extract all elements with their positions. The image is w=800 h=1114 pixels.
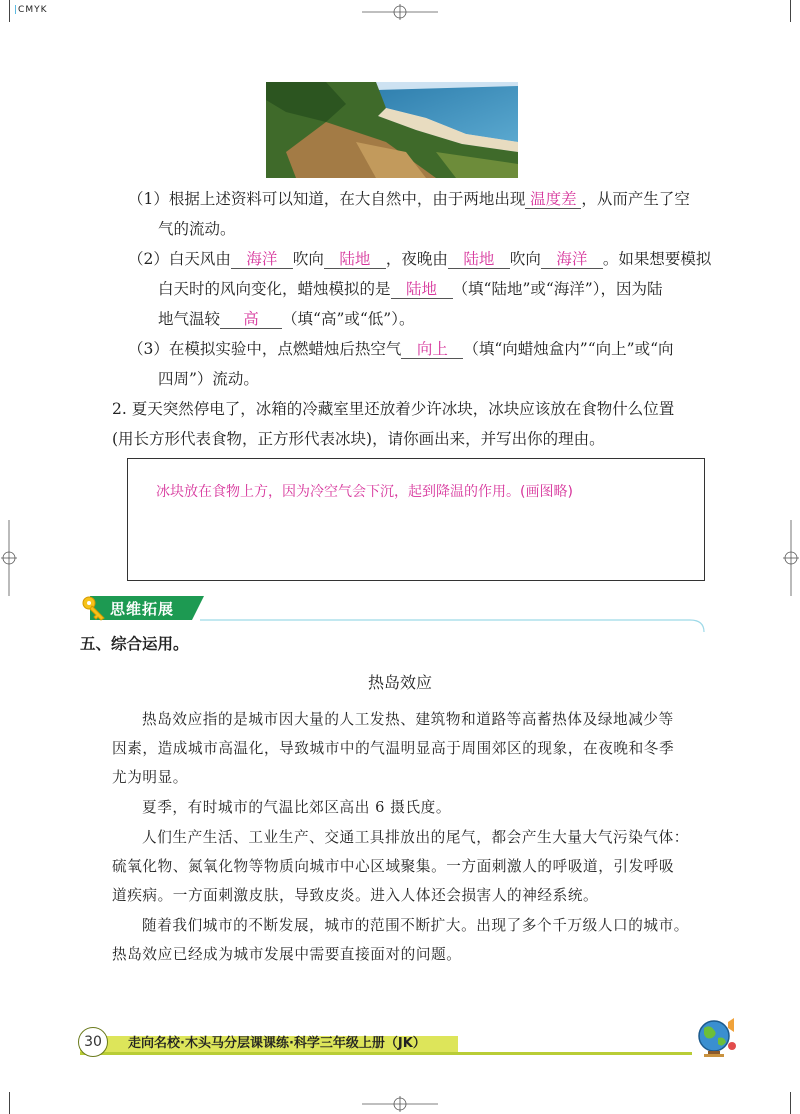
q1-item2-line2 xyxy=(158,274,662,304)
q1-item3-line2: 四周”）流动。 xyxy=(158,370,259,388)
crop-mark xyxy=(790,0,791,22)
q1-item2-text: 吹向 xyxy=(292,250,324,268)
q2-line1: 2. 夏天突然停电了，冰箱的冷藏室里还放着少许冰块，冰块应该放在食物什么位置 xyxy=(112,400,675,418)
answer-blank: 陆地 xyxy=(324,250,386,269)
registration-mark-bottom xyxy=(362,1094,438,1114)
passage-p3-l1: 人们生产生活、工业生产、交通工具排放出的尾气，都会产生大量大气污染气体： xyxy=(142,829,689,846)
registration-mark-top xyxy=(362,2,438,22)
page-number: 30 xyxy=(78,1027,108,1057)
q1-item2-text: 地气温较 xyxy=(158,310,221,328)
key-icon xyxy=(80,594,108,622)
section-title: 五、综合运用。 xyxy=(80,635,189,653)
crop-mark xyxy=(9,0,10,22)
q1-item1-line1 xyxy=(128,184,690,214)
passage-p3-l3: 道疾病。一方面刺激皮肤，导致皮炎。进入人体还会损害人的神经系统。 xyxy=(112,887,599,904)
passage-p1-l3: 尤为明显。 xyxy=(112,769,188,786)
cmyk-text: CMYK xyxy=(18,5,48,15)
crop-mark xyxy=(790,1092,791,1114)
passage-p1-l2: 因素，造成城市高温化，导致城市中的气温明显高于周围郊区的现象，在夜晚和冬季 xyxy=(112,740,675,757)
cmyk-mark: | xyxy=(14,5,19,15)
coast-photo xyxy=(266,82,518,178)
book-title: 走向名校·木头马分层课课练·科学三年级上册（JK） xyxy=(128,1036,426,1051)
footer-rule xyxy=(80,1052,692,1055)
q1-item2-text: （填“高”或“低”）。 xyxy=(282,310,415,328)
q1-item2-text: （填“陆地”或“海洋”），因为陆 xyxy=(452,280,663,298)
q1-item3-text: （3）在模拟实验中，点燃蜡烛后热空气 xyxy=(128,340,402,358)
crop-mark xyxy=(9,1092,10,1114)
answer-box-text: 冰块放在食物上方，因为冷空气会下沉，起到降温的作用。(画图略) xyxy=(156,484,573,500)
q1-item2-text: 吹向 xyxy=(509,250,541,268)
q1-item3-line1 xyxy=(128,334,674,364)
registration-mark-left xyxy=(0,520,18,596)
answer-blank: 温度差 xyxy=(525,190,581,209)
q1-item1-text: （1）根据上述资料可以知道，在大自然中，由于两地出现 xyxy=(128,190,526,208)
passage-p2-l1: 夏季，有时城市的气温比郊区高出 6 摄氏度。 xyxy=(142,799,452,816)
registration-mark-right xyxy=(782,520,800,596)
banner-underline xyxy=(200,614,708,638)
coast-photo-graphic xyxy=(266,82,518,178)
cmyk-marker xyxy=(14,5,48,15)
answer-box xyxy=(127,458,705,581)
passage-p1-l1: 热岛效应指的是城市因大量的人工发热、建筑物和道路等高蓄热体及绿地减少等 xyxy=(142,711,674,728)
answer-blank: 向上 xyxy=(401,340,463,359)
q1-item2-line3 xyxy=(158,304,414,334)
banner-label: 思维拓展 xyxy=(110,600,175,618)
q2-line2: (用长方形代表食物，正方形代表冰块)，请你画出来，并写出你的理由。 xyxy=(112,430,605,448)
answer-blank: 海洋 xyxy=(231,250,293,269)
globe-icon xyxy=(694,1016,740,1062)
passage-p3-l2: 硫氧化物、氮氧化物等物质向城市中心区域聚集。一方面刺激人的呼吸道，引发呼吸 xyxy=(112,858,675,875)
q1-item2-line1 xyxy=(128,244,711,274)
answer-blank: 陆地 xyxy=(448,250,510,269)
answer-blank: 海洋 xyxy=(541,250,603,269)
q1-item1-line2: 气的流动。 xyxy=(158,220,236,238)
q1-item2-text: ，夜晚由 xyxy=(385,250,448,268)
q1-item1-suffix: ，从而产生了空 xyxy=(581,190,690,208)
answer-blank: 高 xyxy=(220,310,282,329)
passage-title: 热岛效应 xyxy=(367,673,432,692)
q1-item3-text: （填“向蜡烛盒内”“向上”或“向 xyxy=(463,340,674,358)
passage-p4-l2: 热岛效应已经成为城市发展中需要直接面对的问题。 xyxy=(112,946,462,963)
answer-blank: 陆地 xyxy=(391,280,453,299)
q1-item2-text: （2）白天风由 xyxy=(128,250,231,268)
passage-p4-l1: 随着我们城市的不断发展，城市的范围不断扩大。出现了多个千万级人口的城市。 xyxy=(142,917,689,934)
q1-item2-text: 。如果想要模拟 xyxy=(602,250,712,268)
q1-item2-text: 白天时的风向变化，蜡烛模拟的是 xyxy=(158,280,391,298)
